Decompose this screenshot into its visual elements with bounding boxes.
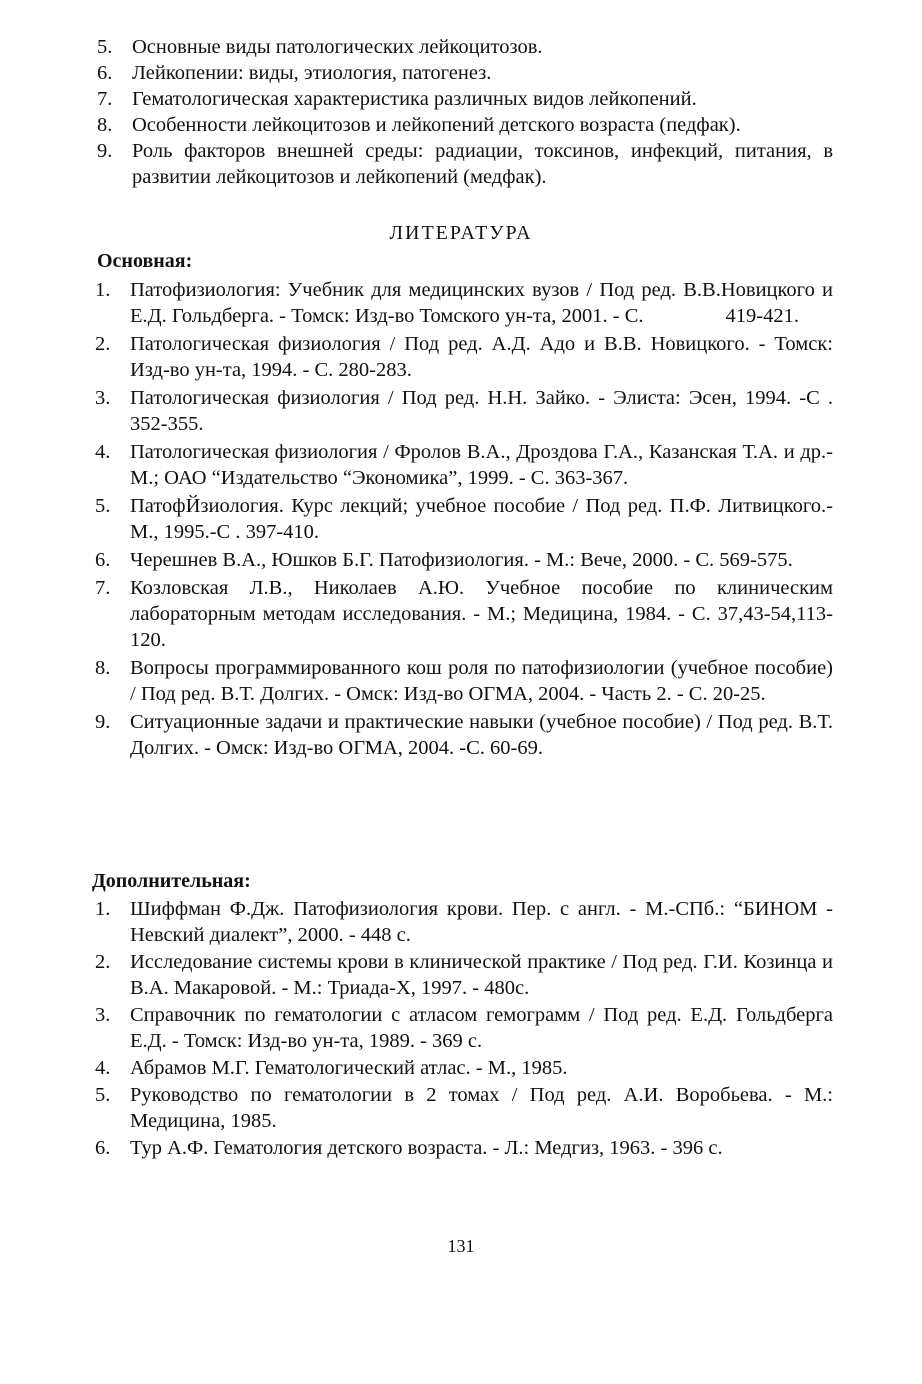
reference-item [95,277,839,329]
item-number: 9. [97,140,113,162]
item-text: Патологическая физиология / Фролов В.А., Дроздова Г.А., Казанская Т.А. и др.- М.; ОАО “Издательство “Экономика”, 1999. - С. 363-367. [130,441,833,489]
item-number: 3. [95,387,111,409]
reference-item [95,493,833,545]
reference-item [95,1135,833,1161]
additional-literature-list [95,896,833,1162]
item-text: Ситуационные задачи и практические навыки (учебное пособие) / Под ред. В.Т. Долгих. - Омск: Изд-во ОГМА, 2004. -С. 60-69. [130,711,833,759]
item-text: Черешнев В.А., Юшков Б.Г. Патофизиология. - М.: Вече, 2000. - С. 569-575. [130,549,793,571]
reference-item [95,949,833,1001]
item-number: 6. [95,549,111,571]
item-text: ПатофЙзиология. Курс лекций; учебное пособие / Под ред. П.Ф. Литвицкого.-М., 1995.-С . 397-410. [130,495,833,543]
item-number: 6. [95,1137,111,1159]
question-item [97,112,833,138]
reference-item [95,655,833,707]
item-number: 7. [95,577,111,599]
item-number: 2. [95,333,111,355]
item-number: 4. [95,1057,111,1079]
item-text: Гематологическая характеристика различных видов лейкопений. [132,88,697,110]
reference-item [95,575,833,653]
item-text: Патологическая физиология / Под ред. А.Д. Адо и В.В. Новицкого. - Томск: Изд-во ун-та, 1994. - С. 280-283. [130,333,833,381]
item-text: Абрамов М.Г. Гематологический атлас. - М., 1985. [130,1057,568,1079]
item-number: 1. [95,898,111,920]
question-item [97,34,833,60]
item-number: 4. [95,441,111,463]
item-text: Руководство по гематологии в 2 томах / Под ред. А.И. Воробьева. - М.: Медицина, 1985. [130,1084,833,1132]
item-text: Исследование системы крови в клинической практике / Под ред. Г.И. Козинца и В.А. Макаровой. - М.: Триада-Х, 1997. - 480с. [130,951,833,999]
reference-item [95,439,833,491]
item-text: Вопросы программированного кош роля по патофизиологии (учебное пособие) / Под ред. В.Т. Долгих. - Омск: Изд-во ОГМА, 2004. - Часть 2. - С. 20-25. [130,657,833,705]
reference-item [95,896,833,948]
page-number: 131 [447,1236,475,1256]
literature-heading: ЛИТЕРАТУРА [389,222,533,244]
item-text: Лейкопении: виды, этиология, патогенез. [132,62,492,84]
main-literature-heading: Основная: [97,250,193,272]
reference-item [95,709,833,761]
reference-item [95,331,833,383]
item-text: Справочник по гематологии с атласом гемограмм / Под ред. Е.Д. Гольдберга Е.Д. - Томск: Изд-во ун-та, 1989. - 369 с. [130,1004,833,1052]
item-number: 6. [97,62,113,84]
reference-item [95,385,833,437]
question-list [97,34,833,190]
item-text: Роль факторов внешней среды: радиации, токсинов, инфекций, питания, в развитии лейкоцитозов и лейкопений (медфак). [132,140,833,188]
item-text: Тур А.Ф. Гематология детского возраста. - Л.: Медгиз, 1963. - 396 с. [130,1137,723,1159]
reference-item [95,1082,833,1134]
item-text: Патофизиология: Учебник для медицинских вузов / Под ред. В.В.Новицкого и Е.Д. Гольдберга. - Томск: Изд-во Томского ун-та, 2001. - С. 419-421. [130,279,839,327]
reference-item [95,547,833,573]
item-text: Основные виды патологических лейкоцитозов. [132,36,543,58]
reference-item [95,1002,833,1054]
question-item [97,138,833,190]
item-number: 5. [95,1084,111,1106]
item-text: Патологическая физиология / Под ред. Н.Н. Зайко. - Элиста: Эсен, 1994. -С . 352-355. [130,387,833,435]
question-item [97,60,833,86]
reference-item [95,1055,833,1081]
additional-literature-heading: Дополнительная: [92,870,251,892]
item-number: 2. [95,951,111,973]
item-number: 5. [95,495,111,517]
item-number: 3. [95,1004,111,1026]
question-item [97,86,833,112]
item-number: 8. [95,657,111,679]
item-text: Шиффман Ф.Дж. Патофизиология крови. Пер. с англ. - М.-СПб.: “БИНОМ - Невский диалект”, 2000. - 448 с. [130,898,833,946]
item-number: 9. [95,711,111,733]
item-text: Особенности лейкоцитозов и лейкопений детского возраста (педфак). [132,114,741,136]
item-number: 8. [97,114,113,136]
item-number: 7. [97,88,113,110]
item-text: Козловская Л.В., Николаев А.Ю. Учебное пособие по клиническим лабораторным методам исследования. - М.; Медицина, 1984. - С. 37,43-54,113-120. [130,577,833,651]
main-literature-list [95,277,839,763]
item-number: 1. [95,279,111,301]
item-number: 5. [97,36,113,58]
